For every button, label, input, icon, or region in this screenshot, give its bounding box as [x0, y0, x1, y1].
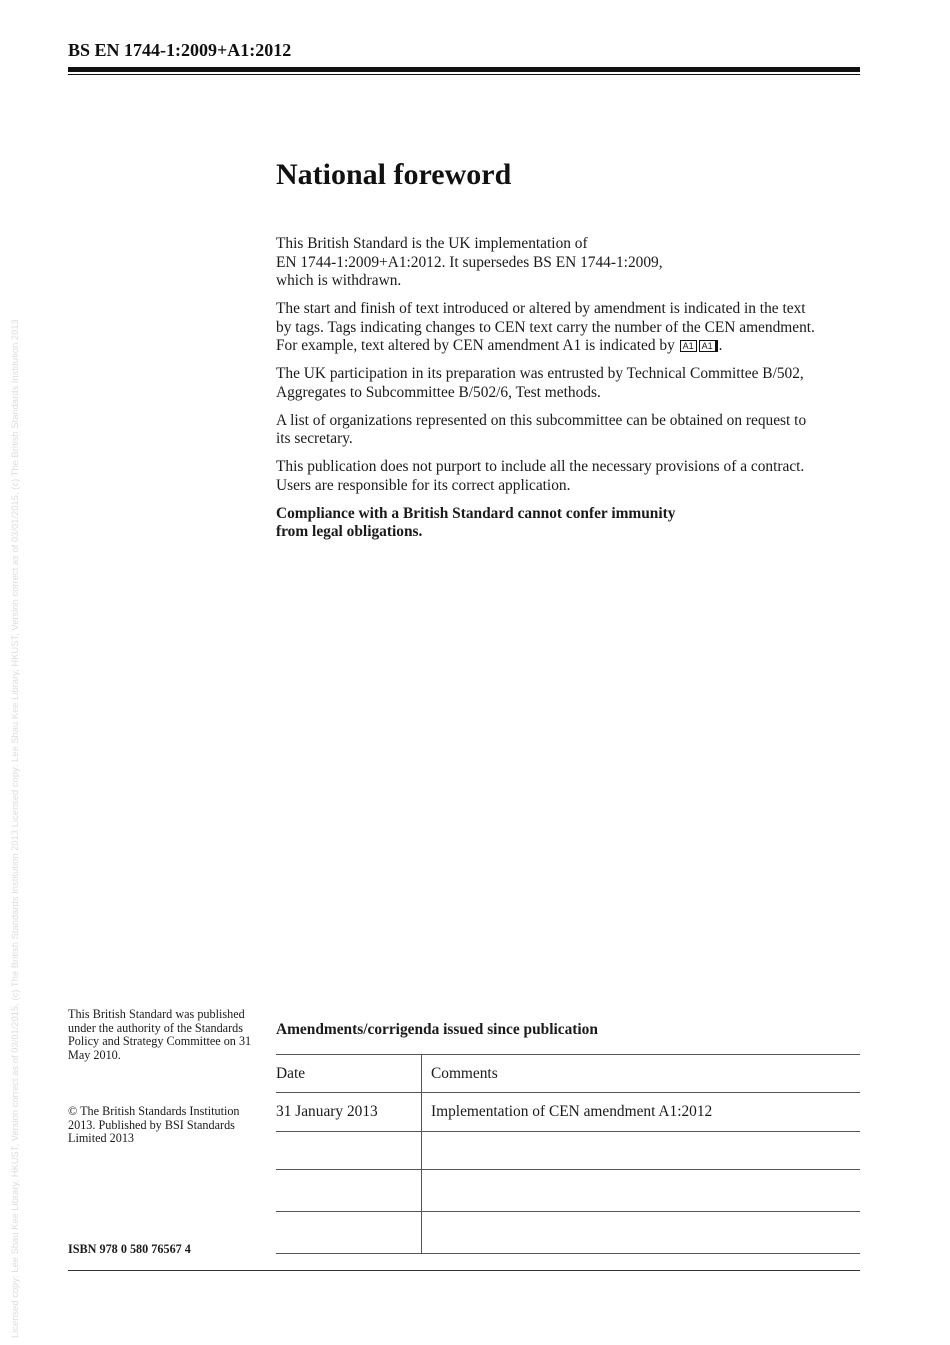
header-rule-thin [68, 74, 860, 75]
row-date [276, 1132, 422, 1170]
p6-line2: from legal obligations. [276, 523, 423, 540]
paragraph-participation: The UK participation in its preparation was entrusted by Technical Committee B/502, Aggregates to Subcommittee B/502/6, Test methods. [276, 365, 804, 401]
foreword-body [276, 235, 821, 551]
publication-note: This British Standard was published under the authority of the Standards Policy and Strategy Committee on 31 May 2010. [68, 1007, 252, 1062]
row-comment [422, 1170, 861, 1212]
copyright-note: © The British Standards Institution 2013. Published by BSI Standards Limited 2013 [68, 1104, 240, 1146]
amendment-end-tag-icon: A1 [699, 340, 718, 352]
header-date: Date [276, 1055, 422, 1093]
page-title: National foreword [276, 158, 512, 191]
paragraph-organizations: A list of organizations represented on this subcommittee can be obtained on request to its secretary. [276, 411, 807, 447]
p1-line1: This British Standard is the UK implementation of [276, 235, 588, 252]
header-rule-thick [68, 67, 860, 72]
row-date: 31 January 2013 [276, 1093, 422, 1132]
table-header-row [276, 1055, 860, 1093]
table-row [276, 1093, 860, 1132]
table-row [276, 1212, 860, 1254]
amendments-table [276, 1054, 860, 1254]
isbn: ISBN 978 0 580 76567 4 [68, 1242, 191, 1256]
row-date [276, 1170, 422, 1212]
amendment-start-tag-icon: A1 [680, 340, 697, 352]
copyright-watermark: Licensed copy: Lee Shau Kee Library, HKUST, Version correct as of 03/01/2015, (c) The British Standards Institution 2013 Licensed copy: Lee Shau Kee Library, HKUST, Version correct as of 03/01/2015, (c) The British Standards Institution 2013 [10, 319, 20, 1338]
p1-line2: EN 1744-1:2009+A1:2012. It supersedes BS EN 1744-1:2009, [276, 253, 663, 271]
amendments-title: Amendments/corrigenda issued since publication [276, 1021, 598, 1038]
table-row [276, 1132, 860, 1170]
row-comment: Implementation of CEN amendment A1:2012 [422, 1093, 861, 1132]
footer-rule [68, 1270, 860, 1271]
p6-line1: Compliance with a British Standard cannot confer immunity [276, 504, 676, 522]
p1-line3: which is withdrawn. [276, 272, 402, 289]
row-comment [422, 1212, 861, 1254]
paragraph-implementation [276, 235, 821, 291]
table-row [276, 1170, 860, 1212]
document-id: BS EN 1744-1:2009+A1:2012 [68, 40, 292, 60]
paragraph-amendment-tags: The start and finish of text introduced or altered by amendment is indicated in the text by tags. Tags indicating changes to CEN text carry the number of the CEN amendment. For example, text altered by CEN amendment A1 is indicated by A1 A1 . [276, 300, 815, 354]
paragraph-contract: This publication does not purport to include all the necessary provisions of a contract. Users are responsible for its correct application. [276, 458, 805, 494]
p2-text: The start and finish of text introduced or altered by amendment is indicated in the text by tags. Tags indicating changes to CEN text carry the number of the CEN amendment. For example, text altered by CEN amendment A1 is indicated by [276, 300, 815, 354]
row-date [276, 1212, 422, 1254]
paragraph-compliance [276, 505, 821, 542]
row-comment [422, 1132, 861, 1170]
header-comments: Comments [422, 1055, 861, 1093]
